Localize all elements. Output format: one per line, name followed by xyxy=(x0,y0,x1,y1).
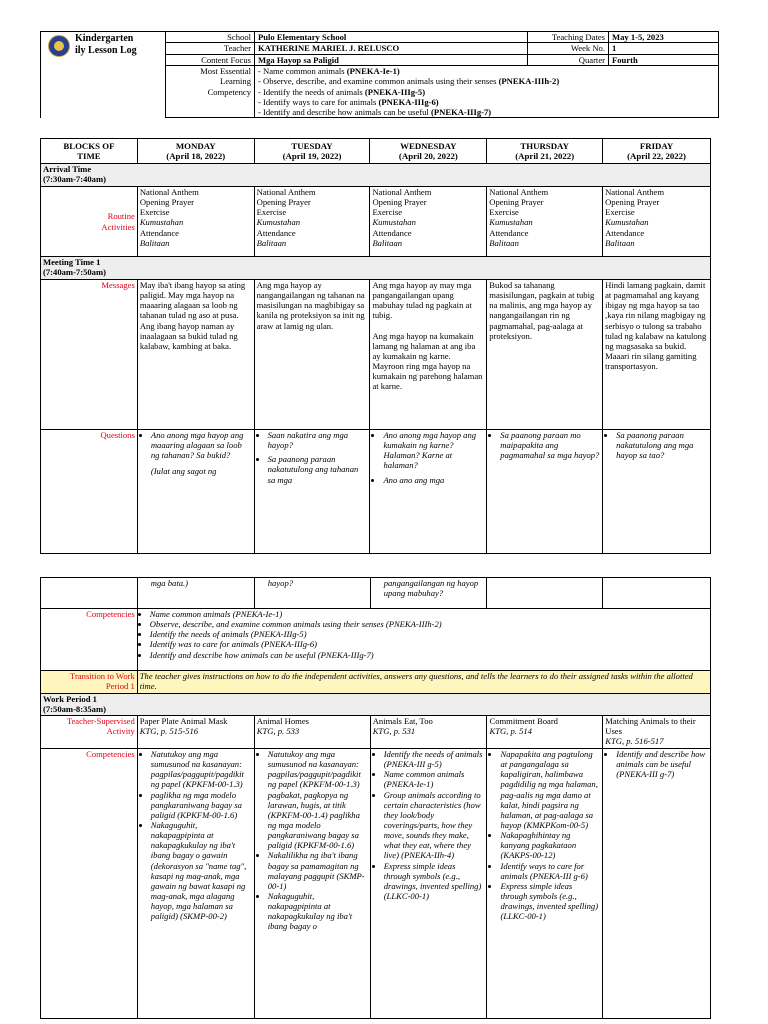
routine-cell-thu: National Anthem Opening Prayer Exercise Kumustahan Attendance Balitaan xyxy=(487,187,603,257)
routine-cell-mon: National Anthem Opening Prayer Exercise Kumustahan Attendance Balitaan xyxy=(137,187,254,257)
friday-header: FRIDAY (April 22, 2022) xyxy=(603,139,711,164)
school-logo-cell xyxy=(41,32,166,118)
competency-list-cell xyxy=(255,66,719,118)
competency-item: - Identify ways to care for animals (PNEKA-IIIg-6) xyxy=(258,96,439,107)
competency-list xyxy=(258,66,715,117)
activity-competencies-tue: • Natutukoy ang mga sumusunod na kasanayan: pagpilas/paggupit/pagdikit ng papel (KPKFM-00-1.3) pagbakat, pagkopya ng larawan, hugis, at titik (KPKFM-00-1.4) paglikha ng mga modelo pangkaraniwang bagay sa paligid (KPKFM-00-1.6) • Nakalilikha ng iba't ibang bagay sa pamamagitan ng malayang paggupit (SKMP-00-1) • Nakaguguhit, nakapagpipinta at nakapagkukulay ng iba't ibang bagay o xyxy=(254,749,370,1019)
activity-competencies-row xyxy=(41,749,711,1019)
question-fri: • Sa paanong paraan nakatutulong ang mga hayop sa tao? xyxy=(603,430,711,554)
question-tue-cont: hayop? xyxy=(254,578,370,609)
questions-continued-row xyxy=(41,578,711,609)
transition-row xyxy=(41,671,711,694)
activity-competencies-thu: • Napapakita ang pagtulong at pangangalaga sa kapaligiran, halimbawa pagdidilig ng mga halaman, pag-aalis ng mga damo at kalat, hindi pagsira ng halaman, at pag-aalaga sa hayop (KMKPKom-00-5) • Nakapaghihintay ng kanyang pagkakataon (KAKPS-00-12) • Identify ways to care for animals (PNEKA-III g-6) • Express simple ideas through symbols (e.g., drawings, invented spelling) (LLKC-00-1) xyxy=(487,749,603,1019)
activity-thu: Commitment Board KTG, p. 514 xyxy=(487,716,603,749)
teacher-supervised-row xyxy=(41,716,711,749)
header-table xyxy=(40,31,719,118)
teaching-dates-value: May 1-5, 2023 xyxy=(609,32,719,43)
activity-competencies-label: Competencies xyxy=(41,749,138,1019)
lesson-table-page-2 xyxy=(40,577,711,1019)
routine-row xyxy=(41,187,711,257)
questions-label: Questions xyxy=(41,430,138,554)
monday-header: MONDAY (April 18, 2022) xyxy=(137,139,254,164)
competencies-cell: • Name common animals (PNEKA-Ie-1) • Observe, describe, and examine common animals using their senses (PNEKA-IIIh-2) • Identify the needs of animals (PNEKA-IIIg-5) • Identify was to care for animals (PNEKA-IIIg-6) • Identify and describe how animals can be useful (PNEKA-IIIg-7) xyxy=(137,609,710,671)
thursday-header: THURSDAY (April 21, 2022) xyxy=(487,139,603,164)
competencies-label: Competencies xyxy=(41,609,138,671)
messages-row xyxy=(41,280,711,430)
content-focus-value: Mga Hayop sa Paligid xyxy=(255,54,528,65)
activity-competencies-fri: • Identify and describe how animals can be useful (PNEKA-III g-7) xyxy=(603,749,711,1019)
activity-wed: Animals Eat, Too KTG, p. 531 xyxy=(370,716,487,749)
wednesday-header: WEDNESDAY (April 20, 2022) xyxy=(370,139,487,164)
routine-cell-fri: National Anthem Opening Prayer Exercise Kumustahan Attendance Balitaan xyxy=(603,187,711,257)
questions-row xyxy=(41,430,711,554)
competencies-row xyxy=(41,609,711,671)
lesson-table-page-1 xyxy=(40,138,711,554)
week-label: Week No. xyxy=(528,43,609,54)
teacher-supervised-label: Teacher-Supervised Activity xyxy=(41,716,138,749)
week-value: 1 xyxy=(609,43,719,54)
deped-seal-icon xyxy=(48,35,70,57)
message-mon: May iba't ibang hayop sa ating paligid. May mga hayop na maaaring alagaan sa loob ng tahanan tulad ng aso at pusa. Ang ibang hayop naman ay inaalagaan sa bukid tulad ng kalabaw, kambing at baka. xyxy=(137,280,254,430)
message-thu: Bukod sa tahanang masisilungan, pagkain at tubig na malinis, ang mga hayop ay nangangailangan rin ng pagmamahal, pag-aalaga at proteksiyon. xyxy=(487,280,603,430)
teacher-label: Teacher xyxy=(166,43,255,54)
question-tue: • Saan nakatira ang mga hayop? • Sa paanong paraan nakatutulong ang tahanan sa mga xyxy=(254,430,370,554)
question-thu: • Sa paanong paraan mo maipapakita ang pagmamahal sa mga hayop? xyxy=(487,430,603,554)
message-wed: Ang mga hayop ay may mga pangangailangan upang mabuhay tulad ng pagkain at tubig. Ang mga hayop na kumakain lamang ng halaman at ang iba ay kumakain ng karne. Mayroon ring mga hayop na kumakain ng parehong halaman at karne. xyxy=(370,280,487,430)
question-wed: • Ano anong mga hayop ang kumakain ng karne? Halaman? Karne at halaman? • Ano ano ang mga xyxy=(370,430,487,554)
page-break xyxy=(0,560,768,577)
day-header-row xyxy=(41,139,711,164)
activity-fri: Matching Animals to their Uses KTG, p. 516-517 xyxy=(603,716,711,749)
activity-competencies-mon: • Natutukoy ang mga sumusunod na kasanayan: pagpilas/paggupit/pagdikit ng papel (KPKFM-00-1.3) • paglikha ng mga modelo pangkaraniwang bagay sa paligid (KPKFM-00-1.6) • Nakaguguhit, nakapagpipinta at nakapagkukulay ng iba't ibang bagay o gawain (dekorasyon sa "name tag", kasapi ng mag-anak, mga gawain ng bawat kasapi ng mag-anak, mga alagang hayop, mga halaman sa paligid) (SKMP-00-2) xyxy=(137,749,254,1019)
school-value: Pulo Elementary School xyxy=(255,32,528,43)
content-focus-label: Content Focus xyxy=(166,54,255,65)
blocks-of-time-header: BLOCKS OF TIME xyxy=(41,139,138,164)
routine-cell-tue: National Anthem Opening Prayer Exercise Kumustahan Attendance Balitaan xyxy=(254,187,370,257)
competency-label: Most Essential Learning Competency xyxy=(166,66,255,118)
activity-competencies-wed: • Identify the needs of animals (PNEKA-III g-5) • Name common animals (PNEKA-Ie-1) • Group animals according to certain characteristics (how they look/body coverings/parts, how they move, sounds they make, what they eat, where they live) (PNEKA-IIh-4) • Express simple ideas through symbols (e.g., drawings, invented spelling) (LLKC-00-1) xyxy=(370,749,487,1019)
logo-title: Kindergarten xyxy=(75,33,134,44)
question-mon-cont: mga bata.) xyxy=(137,578,254,609)
activity-tue: Animal Homes KTG, p. 533 xyxy=(254,716,370,749)
question-mon: • Ano anong mga hayop ang maaaring alagaan sa loob ng tahanan? Sa bukid? (Iulat ang sagot ng xyxy=(137,430,254,554)
work-period-row: Work Period 1 (7:50am-8:35am) xyxy=(41,694,711,716)
meeting-time-row: Meeting Time 1 (7:40am-7:50am) xyxy=(41,257,711,280)
school-label: School xyxy=(166,32,255,43)
routine-cell-wed: National Anthem Opening Prayer Exercise Kumustahan Attendance Balitaan xyxy=(370,187,487,257)
competency-item: - Name common animals (PNEKA-Ie-1) xyxy=(258,66,400,77)
teaching-dates-label: Teaching Dates xyxy=(528,32,609,43)
message-tue: Ang mga hayop ay nangangailangan ng tahanan na masisilungan na magbibigay sa kanila ng proteksiyon sa init ng araw at lamig ng ulan. xyxy=(254,280,370,430)
question-wed-cont: pangangailangan ng hayop upang mabuhay? xyxy=(370,578,487,609)
tuesday-header: TUESDAY (April 19, 2022) xyxy=(254,139,370,164)
arrival-time-row: Arrival Time (7:30am-7:40am) xyxy=(41,164,711,187)
competency-item: - Identify and describe how animals can be useful (PNEKA-IIIg-7) xyxy=(258,106,492,117)
transition-label: Transition to Work Period 1 xyxy=(41,671,138,694)
quarter-label: Quarter xyxy=(528,54,609,65)
messages-label: Messages xyxy=(41,280,138,430)
routine-label: Routine Activities xyxy=(41,187,138,257)
message-fri: Hindi lamang pagkain, damit at pagmamahal ang kayang ibigay ng mga hayop sa tao ,kaya rin nilang magbigay ng serbisyo o tulong sa trabaho tulad ng kalabaw na katulong ng magsasaka sa bukid. Maaari rin silang gamiting transportasyon. xyxy=(603,280,711,430)
competency-item: - Identify the needs of animals (PNEKA-IIIg-5) xyxy=(258,86,426,97)
logo-subtitle: ily Lesson Log xyxy=(75,45,137,56)
transition-text: The teacher gives instructions on how to do the independent activities, answers any questions, and tells the learners to do their assigned tasks within the allotted time. xyxy=(137,671,710,694)
activity-mon: Paper Plate Animal Mask KTG, p. 515-516 xyxy=(137,716,254,749)
competency-item: - Observe, describe, and examine common animals using their senses (PNEKA-IIIh-2) xyxy=(258,76,560,87)
teacher-value: KATHERINE MARIEL J. RELUSCO xyxy=(255,43,528,54)
quarter-value: Fourth xyxy=(609,54,719,65)
